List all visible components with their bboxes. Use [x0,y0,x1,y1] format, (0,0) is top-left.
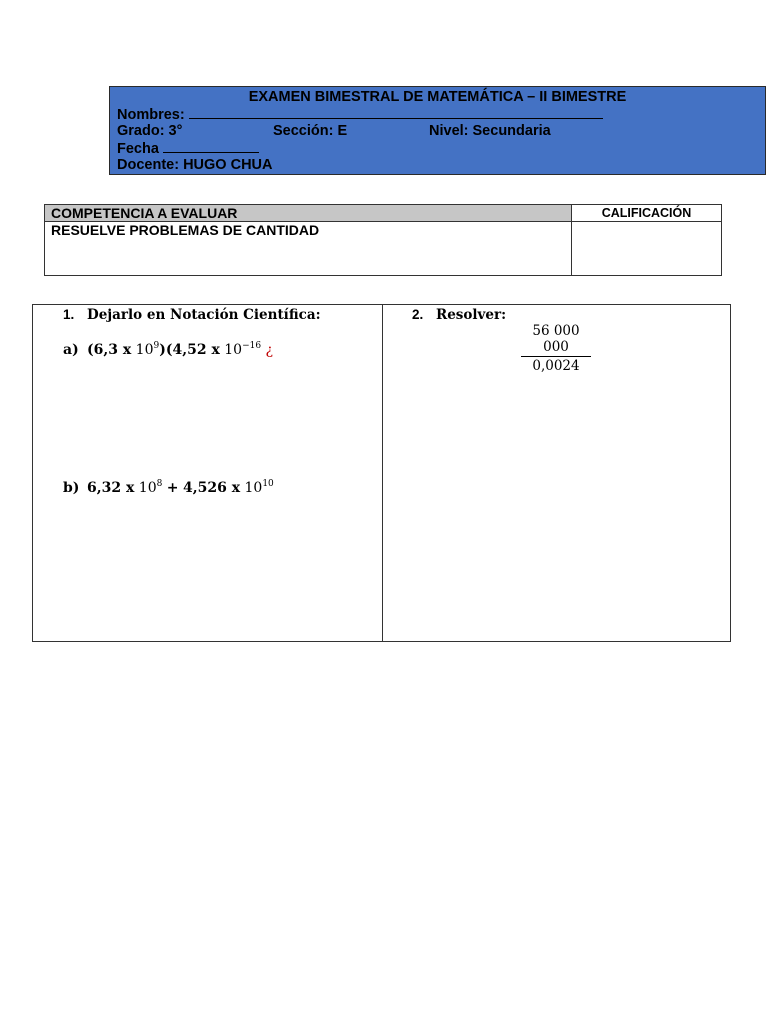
b-base-2: $10^{10}$ [244,479,274,496]
column-divider [382,305,383,641]
item-a-label: a) [63,342,79,358]
calificacion-header: CALIFICACIÓN [572,205,721,222]
question-1-text: Dejarlo en Notación Científica: [87,307,321,323]
a-open: (6,3 x [87,342,132,358]
grado-label: Grado: 3° [117,123,183,139]
b-base-1: $10^8$ [138,479,163,496]
a-base-1: $10^9$ [135,341,160,358]
fecha-label: Fecha [117,141,159,157]
seccion-label: Sección: E [273,123,348,139]
nombres-label: Nombres: [117,107,185,123]
b-coef-1: 6,32 x [87,480,135,496]
a-mark: ¿ [265,342,274,358]
a-base-2: $10^{-16}$ [224,341,262,358]
docente-label: Docente: HUGO CHUA [117,157,273,173]
exam-header [109,86,766,175]
b-coef-2: 4,526 x [182,480,241,496]
nombres-line [117,106,603,123]
fecha-blank[interactable] [163,140,259,153]
nombres-blank[interactable] [189,106,603,119]
competencia-header: COMPETENCIA A EVALUAR [45,205,572,222]
item-b-label: b) [63,480,80,496]
fraction-numerator: 56 000 000 [532,323,580,355]
fraction-bar [521,356,591,357]
fraction [521,323,591,374]
problems-table [32,304,731,642]
competencia-table [44,204,722,276]
nivel-label: Nivel: Secundaria [429,123,551,139]
competencia-value: RESUELVE PROBLEMAS DE CANTIDAD [45,222,572,275]
calificacion-cell[interactable] [572,222,721,275]
question-2-number: 2. [412,307,424,322]
fraction-denominator: 0,0024 [532,358,580,374]
question-1b [63,479,274,496]
a-mid: )(4,52 x [159,342,220,358]
question-2-text: Resolver: [436,307,507,323]
question-1a [63,341,273,358]
question-1-number: 1. [63,307,75,322]
exam-title: EXAMEN BIMESTRAL DE MATEMÁTICA – II BIMESTRE [248,89,627,105]
fecha-line [117,140,259,157]
b-plus: + [166,480,179,496]
